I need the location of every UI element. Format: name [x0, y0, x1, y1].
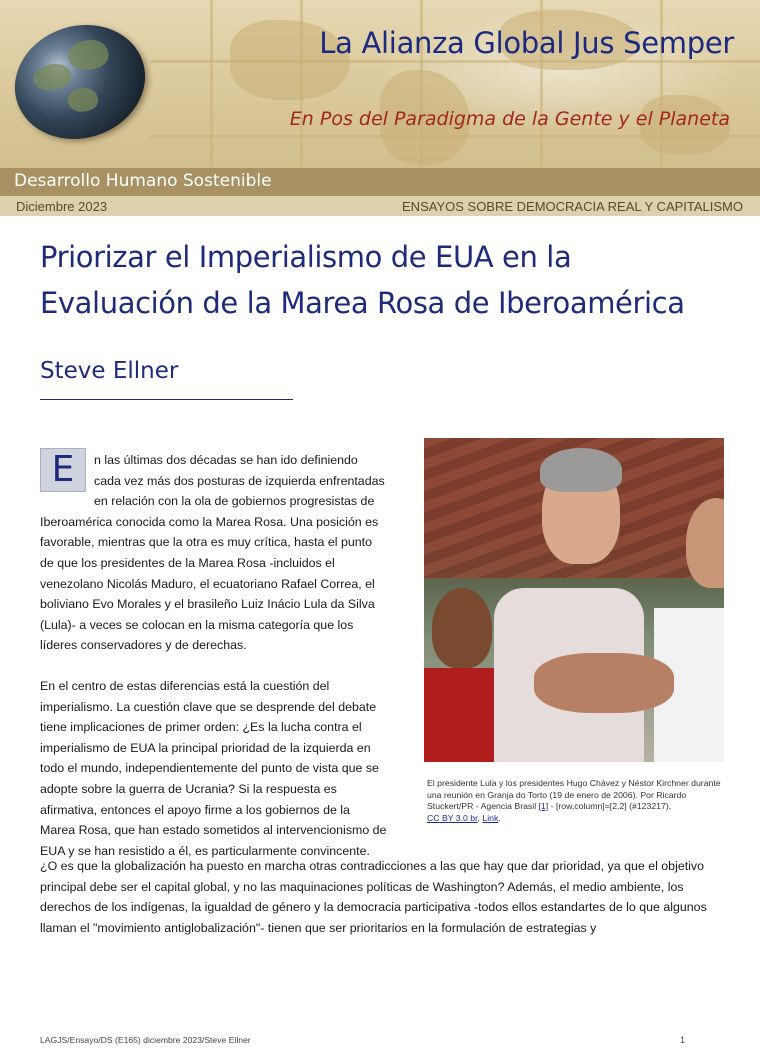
photo-joined-hands — [534, 653, 674, 713]
body-column-left — [40, 450, 388, 861]
map-gridline — [210, 0, 213, 168]
caption-link-source[interactable]: [1] — [538, 801, 549, 812]
caption-end: . — [498, 812, 501, 823]
series-label: ENSAYOS SOBRE DEMOCRACIA REAL Y CAPITALISMO — [402, 199, 743, 214]
article-title-line1: Priorizar el Imperialismo de EUA en la — [40, 240, 572, 274]
article-photo — [424, 438, 724, 762]
photo-figure-left-head — [432, 588, 492, 668]
category-label: Desarrollo Humano Sostenible — [14, 171, 272, 191]
photo-figure-center-hair — [540, 448, 622, 492]
article-title-line2: Evaluación de la Marea Rosa de Iberoamérica — [40, 286, 685, 320]
footer-reference: LAGJS/Ensayo/DS (E165) diciembre 2023/Steve Ellner — [40, 1035, 251, 1045]
caption-link-page[interactable]: Link — [482, 812, 499, 823]
info-bar — [0, 196, 760, 216]
globe-logo-icon — [0, 8, 160, 155]
body-column-full — [40, 856, 726, 938]
site-subtitle: En Pos del Paradigma de la Gente y el Planeta — [289, 108, 730, 130]
caption-text: El presidente Lula y los presidentes Hugo Chávez y Néstor Kirchner durante una reunión en Granja do Torto (19 de enero de 2006). Por Ricardo Stuckert/PR - Agencia Brasil — [427, 778, 721, 812]
page-number: 1 — [680, 1035, 686, 1045]
paragraph-2: En el centro de estas diferencias está la cuestión del imperialismo. La cuestión clave que se desprende del debate tiene implicaciones de primer orden: ¿Es la lucha contra el imperialismo de EUA la principal prioridad de la izquierda en todo el mundo, independientemente del punto de vista que se adopte sobre la guerra de Ucrania? Si la respuesta es afirmativa, entonces el apoyo firme a los gobiernos de la Marea Rosa, que han estado sometidos al intervencionismo de EUA y se han resistido a él, es particularmente convincente. — [40, 678, 387, 858]
caption-text-mid: - [row,column]=[2,2] (#123217), — [550, 801, 672, 812]
issue-date: Diciembre 2023 — [16, 199, 108, 214]
dropcap: E — [40, 448, 86, 492]
category-bar — [0, 168, 760, 196]
author-name: Steve Ellner — [40, 358, 179, 384]
paragraph-1 — [40, 450, 388, 656]
paragraph-1-text: n las últimas dos décadas se han ido definiendo cada vez más dos posturas de izquierda enfrentadas en relación con la ola de gobiernos progresistas de Iberoamérica conocida como la Marea Rosa. Una posición es favorable, mientras que la otra es muy crítica, hasta el punto de que los presidentes de la Marea Rosa -incluidos el venezolano Nicolás Maduro, el ecuatoriano Rafael Correa, el boliviano Evo Morales y el brasileño Luiz Inácio Lula da Silva (Lula)- a veces se colocan en la misma categoría que los líderes conservadores y de derechas. — [40, 453, 385, 653]
caption-link-license[interactable]: CC BY 3.0 br — [427, 812, 478, 823]
caption-separator: , — [477, 812, 480, 823]
photo-caption — [427, 778, 727, 824]
author-divider — [40, 399, 293, 400]
header-banner — [0, 0, 760, 168]
article-title — [40, 234, 740, 326]
paragraph-3: ¿O es que la globalización ha puesto en marcha otras contradicciones a las que hay que dar prioridad, ya que el objetivo principal debe ser el capital global, y no las maquinaciones políticas de Washington? Además, el medio ambiente, los derechos de los indígenas, la igualdad de género y la democracia participativa -todos ellos estandartes de lo que algunos llaman el "movimiento antiglobalización"- tienen que ser prioritarios en la formulación de estrategias y — [40, 859, 707, 935]
site-title: La Alianza Global Jus Semper — [319, 26, 734, 60]
